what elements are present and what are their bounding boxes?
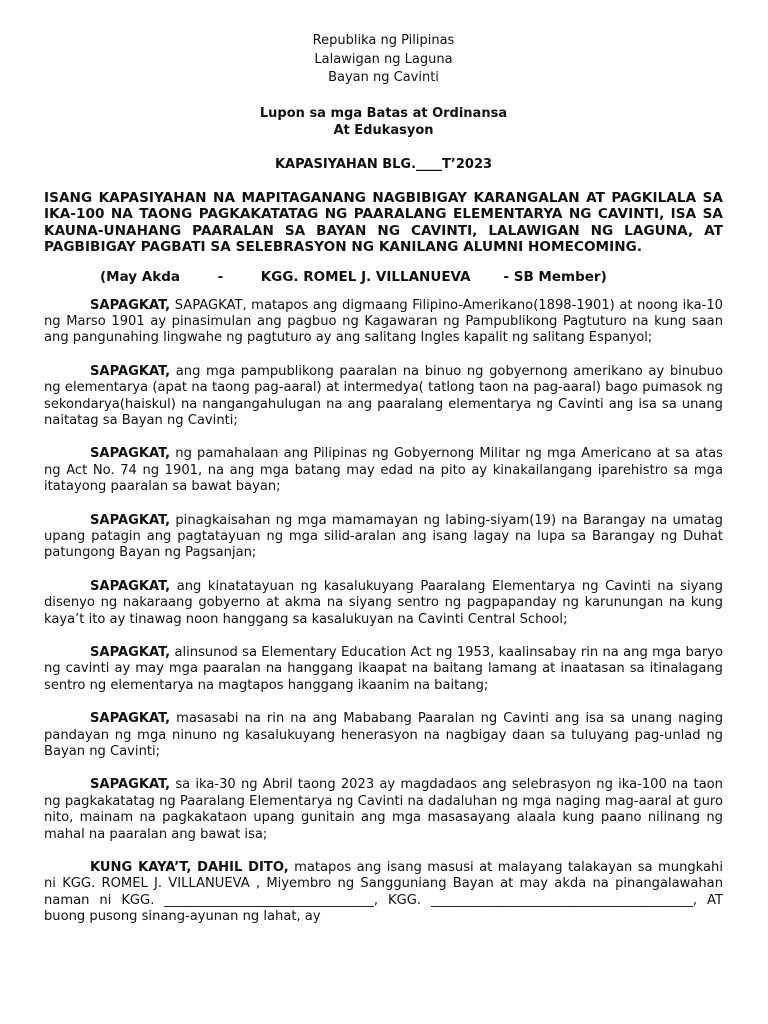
paragraph-text: matapos ang isang masusi at malayang talakayan sa mungkahi ni KGG. ROMEL J. VILLANUEVA , Miyembro ng Sangguniang Bayan at may akda na pinangalawahan naman ni KGG. ________________________________, KGG. ________________________________________, AT buong pusong sinang-ayunan ng lahat, ay [44, 860, 723, 925]
letterhead-country: Republika ng Pilipinas [312, 33, 455, 48]
letterhead [44, 32, 723, 88]
resolution-number: KAPASIYAHAN BLG.____T’2023 [274, 156, 493, 172]
paragraph-text: SAPAGKAT, matapos ang digmaang Filipino-Amerikano(1898-1901) at noong ika-10 ng Marso 1901 ay pinasimulan ang pagbuo ng Kagawaran ng Pampublikong Pagtuturo na kung saan ang pangunahing lingwahe ng pagtuturo ay ang salitang Ingles kapalit ng salitang Espanyol; [44, 297, 723, 346]
paragraph-keyword: SAPAGKAT, [90, 711, 171, 727]
paragraph-text: masasabi na rin na ang Mababang Paaralan ng Cavinti ang isa sa unang naging pandayan ng mga ninuno ng kasalukuyang henerasyon na nagbigay daan sa tuluyang pag-unlad ng Bayan ng Cavinti; [44, 711, 723, 760]
whereas-paragraph [44, 579, 723, 628]
paragraph-text: pinagkaisahan ng mga mamamayan ng labing-siyam(19) na Barangay na umatag upang patagin ang pagtatayuan ng mga silid-aralan ang isang lagay na lupa sa Barangay ng Duhat patungong Bayan ng Pagsanjan; [44, 512, 723, 561]
committee-heading [44, 105, 723, 139]
whereas-paragraph [44, 711, 723, 760]
resolution-body [44, 298, 723, 926]
paragraph-text: ang mga pampublikong paaralan na binuo ng gobyernong amerikano ay binubuo ng elementarya (apat na taong pag-aaral) at intermedya( tatlong taon na pag-aaral) bago pumasok ng sekondarya(haiskul) na nangangahulugan na ang paaralang elementarya ng Cavinti ang isa sa unang naitatag sa Bayan ng Cavinti; [44, 363, 723, 428]
paragraph-keyword: SAPAGKAT, [90, 363, 171, 379]
paragraph-keyword: SAPAGKAT, [90, 777, 171, 793]
paragraph-text: sa ika-30 ng Abril taong 2023 ay magdadaos ang selebrasyon ng ika-100 na taon ng pagkakatatag ng Paaralang Elementarya ng Cavinti na dadaluhan ng mga naging mag-aaral at guro nito, mainam na pagkakataon upang gunitain ang mga masasayang alaala kung paano nilinang ng mahal na paaralan ang bawat isa; [44, 777, 723, 842]
whereas-paragraph [44, 446, 723, 495]
whereas-paragraph [44, 298, 723, 347]
whereas-paragraph [44, 860, 723, 926]
whereas-paragraph [44, 645, 723, 694]
whereas-paragraph [44, 513, 723, 562]
letterhead-province: Lalawigan ng Laguna [314, 51, 453, 67]
paragraph-keyword: SAPAGKAT, [90, 578, 171, 594]
paragraph-keyword: SAPAGKAT, [90, 446, 171, 462]
whereas-paragraph [44, 364, 723, 430]
letterhead-municipality: Bayan ng Cavinti [328, 70, 439, 85]
resolution-title: ISANG KAPASIYAHAN NA MAPITAGANANG NAGBIBIGAY KARANGALAN AT PAGKILALA SA IKA-100 NA TAONG PAGKAKATATAG NG PAARALANG ELEMENTARYA NG CAVINTI, ISA SA KAUNA-UNAHANG PAARALAN SA BAYAN NG CAVINTI, LALAWIGAN NG LAGUNA, AT PAGBIBIGAY PAGBATI SA SELEBRASYON NG KANILANG ALUMNI HOMECOMING. [44, 189, 723, 255]
paragraph-keyword: SAPAGKAT, [90, 512, 171, 528]
paragraph-keyword: KUNG KAYA’T, DAHIL DITO, [90, 860, 289, 876]
paragraph-keyword: SAPAGKAT, [90, 297, 171, 313]
author-line: (May Akda - KGG. ROMEL J. VILLANUEVA - SB Member) [100, 268, 607, 285]
document-page [44, 32, 723, 926]
whereas-paragraph [44, 777, 723, 843]
committee-name: Lupon sa mga Batas at Ordinansa [259, 105, 508, 121]
paragraph-keyword: SAPAGKAT, [90, 645, 171, 660]
paragraph-text: alinsunod sa Elementary Education Act ng 1953, kaalinsabay rin na ang mga baryo ng cavinti ay may mga paaralan na hanggang ikaapat na baitang lamang at inaatasan sa itinalagang sentro ng elementarya na magtapos hanggang ikaanim na baitang; [44, 645, 723, 693]
paragraph-text: ng pamahalaan ang Pilipinas ng Gobyernong Militar ng mga Americano at sa atas ng Act No. 74 ng 1901, na ang mga batang may edad na pito ay kinakailangang iparehistro sa mga itatayong paaralan sa bawat bayan; [44, 446, 723, 495]
committee-name-cont: At Edukasyon [333, 122, 434, 138]
paragraph-text: ang kinatatayuan ng kasalukuyang Paaralang Elementarya ng Cavinti na siyang disenyo ng nakaraang gobyerno at akma na siyang sentro ng pagpapanday ng karunungan na kung kaya’t ito ay tinawag noon hanggang sa kasalukuyan na Cavinti Central School; [44, 578, 723, 627]
